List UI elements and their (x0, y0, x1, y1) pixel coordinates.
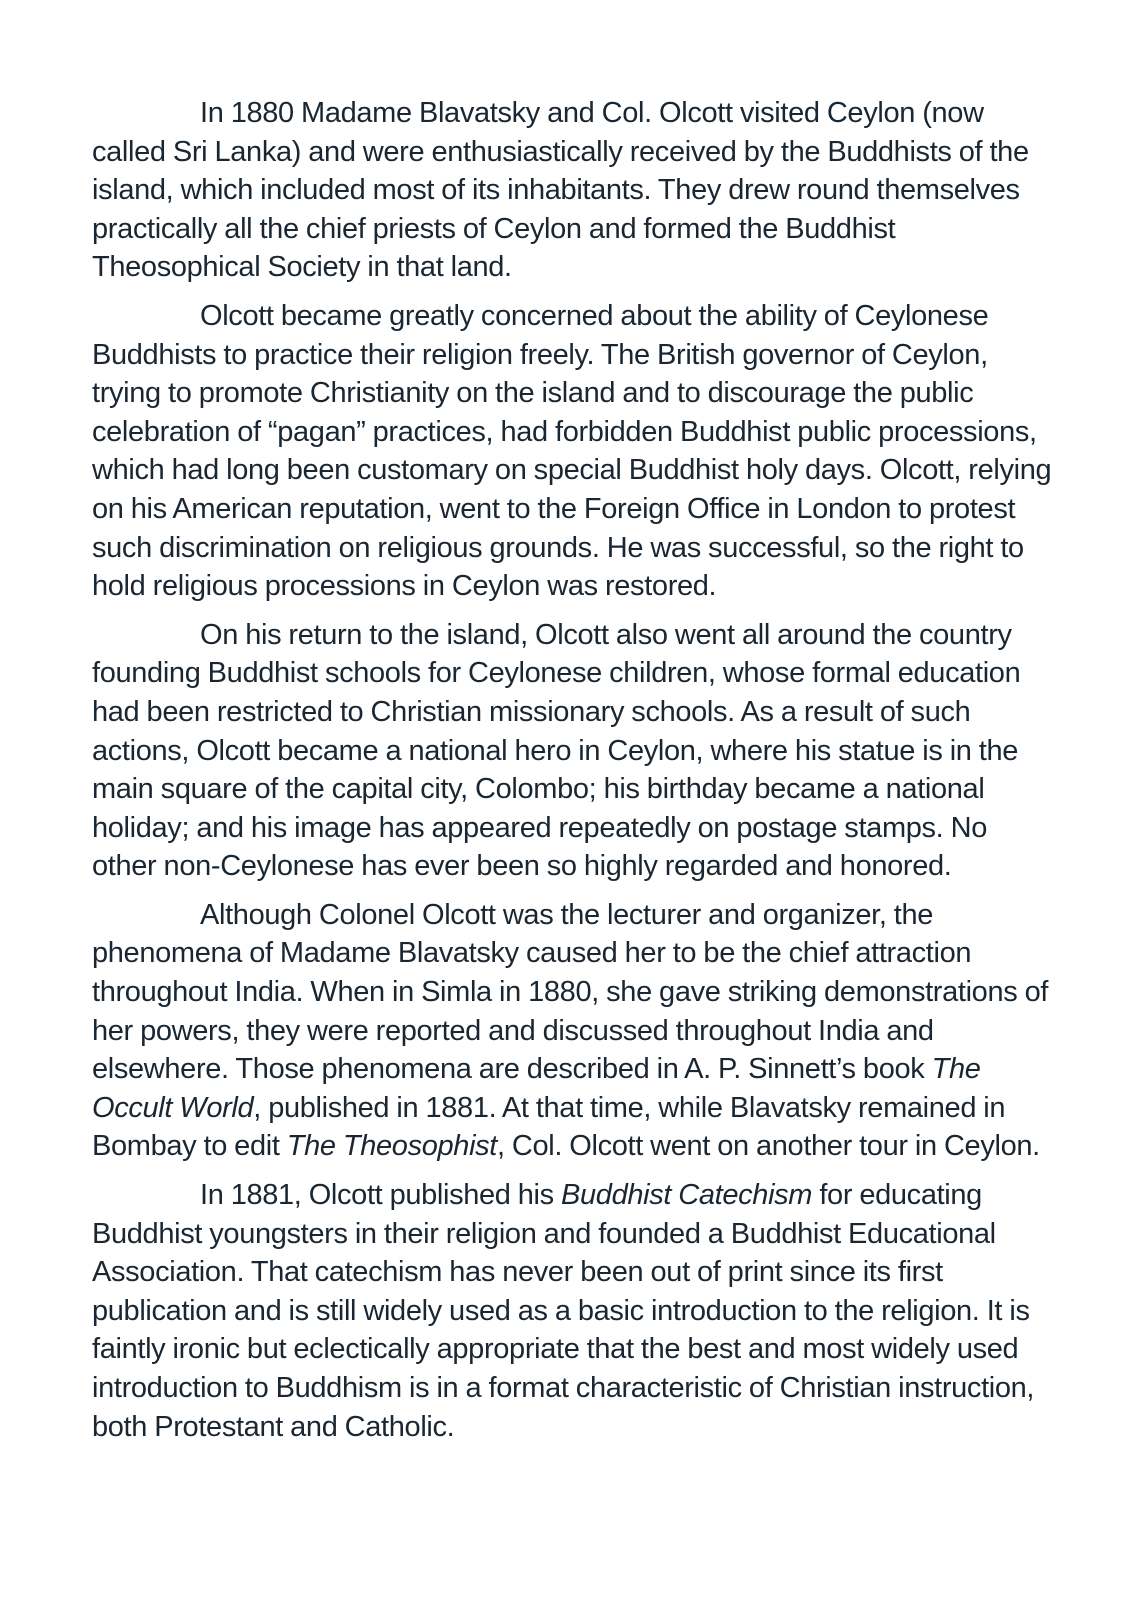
paragraph-5-text-b: for educating Buddhist youngsters in their religion and founded a Buddhist Educational Association. That catechism has never been out of print since its first publication and is still widely used as a basic introduction to the religion. It is faintly ironic but eclectically appropriate that the best and most widely used introduction to Buddhism is in a format characteristic of Christian instruction, both Protestant and Catholic. (92, 1179, 1035, 1443)
paragraph-2-text: Olcott became greatly concerned about the ability of Ceylonese Buddhists to practice their religion freely. The British governor of Ceylon, trying to promote Christianity on the island and to discourage the public celebration of “pagan” practices, had forbidden Buddhist public processions, which had long been customary on special Buddhist holy days. Olcott, relying on his American reputation, went to the Foreign Office in London to protest such discrimination on religious grounds. He was successful, so the right to hold religious processions in Ceylon was restored. (92, 299, 1052, 603)
book-title-buddhist-catechism: Buddhist Catechism (561, 1179, 813, 1212)
paragraph-1-text: In 1880 Madame Blavatsky and Col. Olcott visited Ceylon (now called Sri Lanka) and were enthusiastically received by the Buddhists of the island, which included most of its inhabitants. They drew round themselves practically all the chief priests of Ceylon and formed the Buddhist Theosophical Society in that land. (92, 97, 1029, 284)
paragraph-5-text-a: In 1881, Olcott published his (200, 1179, 562, 1212)
paragraph-1 (92, 94, 1057, 287)
book-title-the-occult-world: The Occult World (92, 1053, 981, 1124)
paragraph-3 (92, 616, 1057, 886)
paragraph-4-text-b: , published in 1881. At that time, while Blavatsky remained in Bombay to edit (92, 1091, 1006, 1163)
paragraph-4 (92, 896, 1057, 1166)
paragraph-4-text-c: , Col. Olcott went on another tour in Ceylon. (497, 1130, 1040, 1163)
paragraph-5 (92, 1176, 1057, 1446)
paragraph-3-text: On his return to the island, Olcott also went all around the country founding Buddhist schools for Ceylonese children, whose formal education had been restricted to Christian missionary schools. As a result of such actions, Olcott became a national hero in Ceylon, where his statue is in the main square of the capital city, Colombo; his birthday became a national holiday; and his image has appeared repeatedly on postage stamps. No other non-Ceylonese has ever been so highly regarded and honored. (92, 618, 1021, 883)
paragraph-4-text-a: Although Colonel Olcott was the lecturer and organizer, the phenomena of Madame Blavatsky caused her to be the chief attraction throughout India. When in Simla in 1880, she gave striking demonstrations of her powers, they were reported and discussed throughout India and elsewhere. Those phenomena are described in A. P. Sinnett’s book (92, 898, 1049, 1086)
paragraph-2 (92, 297, 1057, 606)
journal-title-the-theosophist: The Theosophist (286, 1130, 498, 1163)
document-page (92, 94, 1057, 1456)
